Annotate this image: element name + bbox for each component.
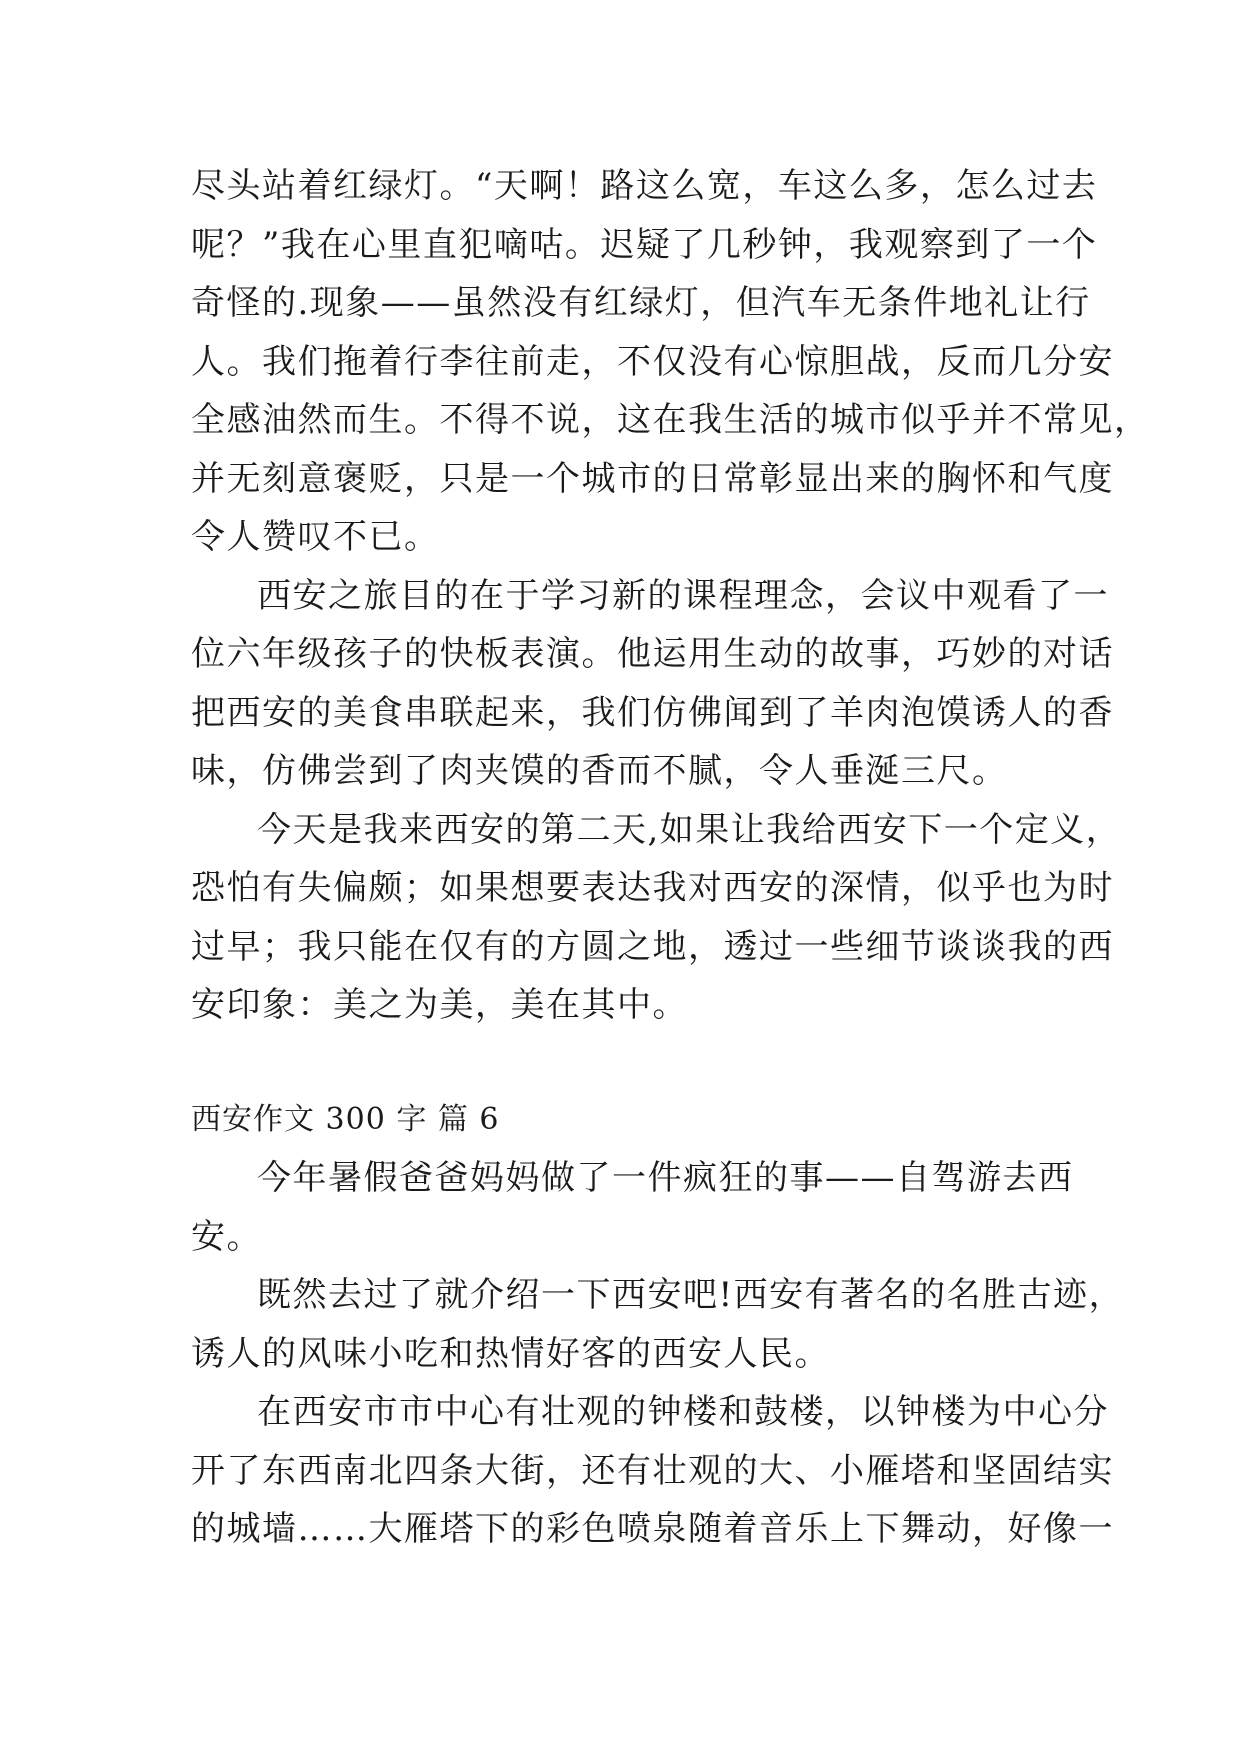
text-line: 把西安的美食串联起来，我们仿佛闻到了羊肉泡馍诱人的香 xyxy=(191,693,1114,733)
text-line: 安印象：美之为美，美在其中。 xyxy=(191,985,688,1025)
text-line: 过早；我只能在仅有的方圆之地，透过一些细节谈谈我的西 xyxy=(191,927,1114,967)
text-line: 呢？”我在心里直犯嘀咕。迟疑了几秒钟，我观察到了一个 xyxy=(191,225,1098,265)
paragraph-start-line: 今年暑假爸爸妈妈做了一件疯狂的事——自驾游去西 xyxy=(257,1158,1074,1198)
text-line: 令人赞叹不已。 xyxy=(191,517,440,557)
text-line: 人。我们拖着行李往前走，不仅没有心惊胆战，反而几分安 xyxy=(191,342,1114,382)
paragraph-start-line: 在西安市市中心有壮观的钟楼和鼓楼，以钟楼为中心分 xyxy=(257,1392,1109,1432)
text-line: 味，仿佛尝到了肉夹馍的香而不腻，令人垂涎三尺。 xyxy=(191,751,1008,791)
text-line: 开了东西南北四条大街，还有壮观的大、小雁塔和坚固结实 xyxy=(191,1451,1114,1491)
text-line: 奇怪的.现象——虽然没有红绿灯，但汽车无条件地礼让行 xyxy=(191,283,1091,323)
paragraph-start-line: 西安之旅目的在于学习新的课程理念，会议中观看了一 xyxy=(257,576,1109,616)
text-line: 诱人的风味小吃和热情好客的西安人民。 xyxy=(191,1334,830,1374)
paragraph-start-line: 今天是我来西安的第二天,如果让我给西安下一个定义， xyxy=(257,810,1122,850)
text-line: 的城墙……大雁塔下的彩色喷泉随着音乐上下舞动，好像一 xyxy=(191,1509,1114,1549)
text-line: 位六年级孩子的快板表演。他运用生动的故事，巧妙的对话 xyxy=(191,634,1114,674)
section-heading: 西安作文 300 字 篇 6 xyxy=(191,1102,500,1137)
text-line: 尽头站着红绿灯。“天啊！路这么宽，车这么多，怎么过去 xyxy=(191,166,1098,206)
text-line: 全感油然而生。不得不说，这在我生活的城市似乎并不常见， xyxy=(191,400,1150,440)
text-line: 恐怕有失偏颇；如果想要表达我对西安的深情，似乎也为时 xyxy=(191,868,1114,908)
paragraph-start-line: 既然去过了就介绍一下西安吧!西安有著名的名胜古迹， xyxy=(257,1275,1125,1315)
text-line: 安。 xyxy=(191,1217,262,1257)
text-line: 并无刻意褒贬，只是一个城市的日常彰显出来的胸怀和气度 xyxy=(191,459,1114,499)
